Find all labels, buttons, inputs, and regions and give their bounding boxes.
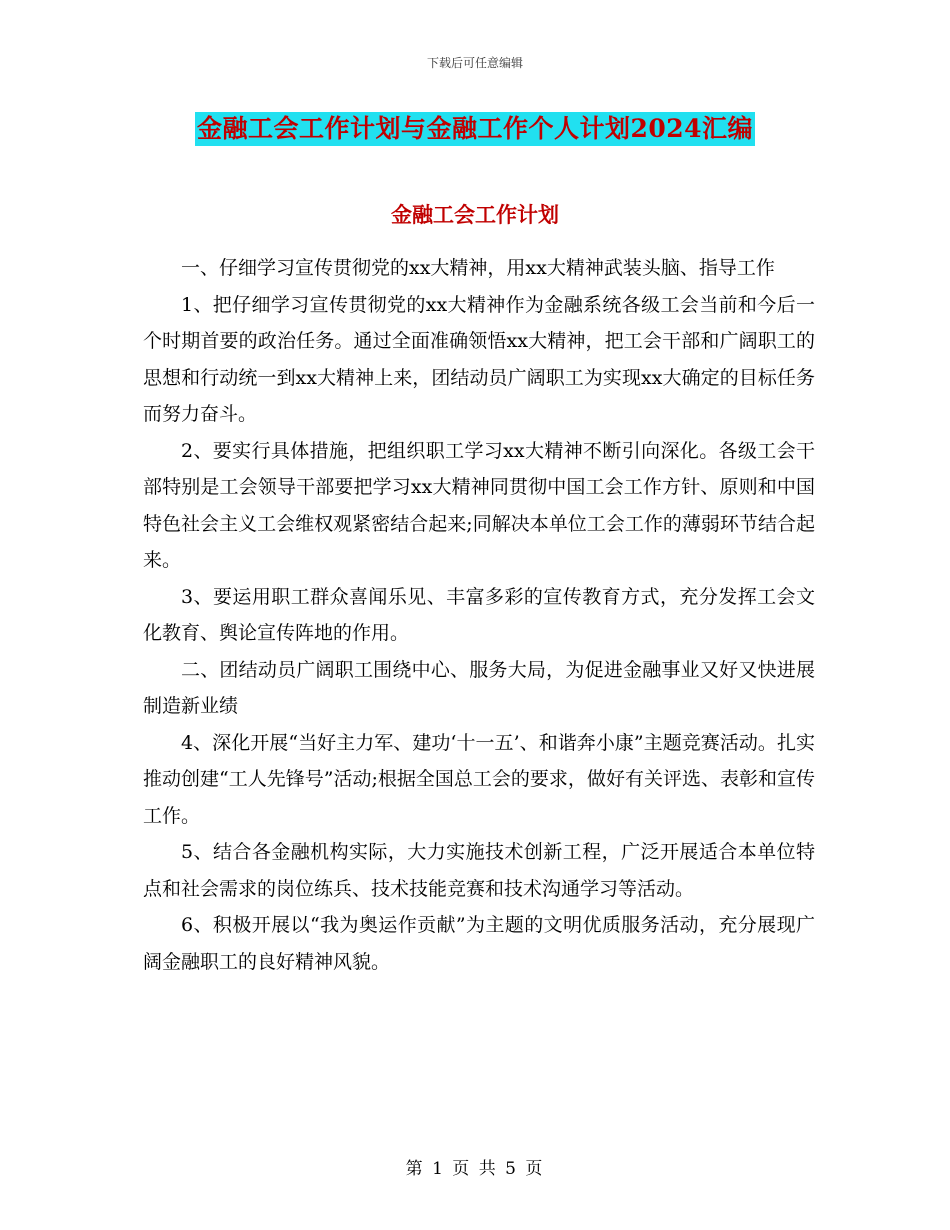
paragraph-7: 5、结合各金融机构实际，大力实施技术创新工程，广泛开展适合本单位特点和社会需求的岗位练兵、技术技能竞赛和技术沟通学习等活动。 — [143, 841, 815, 900]
document-title-container — [0, 112, 950, 146]
paragraph-2: 1、把仔细学习宣传贯彻党的xx大精神作为金融系统各级工会当前和今后一个时期首要的政治任务。通过全面准确领悟xx大精神，把工会干部和广阔职工的思想和行动统一到xx大精神上来，团结动员广阔职工为实现xx大确定的目标任务而努力奋斗。 — [143, 293, 815, 425]
paragraph-3: 2、要实行具体措施，把组织职工学习xx大精神不断引向深化。各级工会干部特别是工会领导干部要把学习xx大精神同贯彻中国工会工作方针、原则和中国特色社会主义工会维权观紧密结合起来;同解决本单位工会工作的薄弱环节结合起来。 — [143, 439, 815, 571]
header-note: 下载后可任意编辑 — [426, 56, 523, 70]
paragraph-1: 一、仔细学习宣传贯彻党的xx大精神，用xx大精神武装头脑、指导工作 — [181, 257, 775, 279]
page-number-footer: 第 1 页 共 5 页 — [405, 1159, 545, 1179]
paragraph-6: 4、深化开展“当好主力军、建功‘十一五’、和谐奔小康”主题竞赛活动。扎实推动创建“工人先锋号”活动;根据全国总工会的要求，做好有关评选、表彰和宣传工作。 — [143, 731, 815, 827]
paragraph-4: 3、要运用职工群众喜闻乐见、丰富多彩的宣传教育方式，充分发挥工会文化教育、舆论宣传阵地的作用。 — [143, 585, 815, 644]
paragraph-8: 6、积极开展以“我为奥运作贡献”为主题的文明优质服务活动，充分展现广阔金融职工的良好精神风貌。 — [143, 914, 815, 973]
paragraph-5: 二、团结动员广阔职工围绕中心、服务大局，为促进金融事业又好又快进展制造新业绩 — [143, 658, 815, 717]
document-title: 金融工会工作计划与金融工作个人计划2024汇编 — [195, 112, 755, 146]
document-body — [143, 250, 815, 980]
section-title: 金融工会工作计划 — [391, 202, 559, 227]
